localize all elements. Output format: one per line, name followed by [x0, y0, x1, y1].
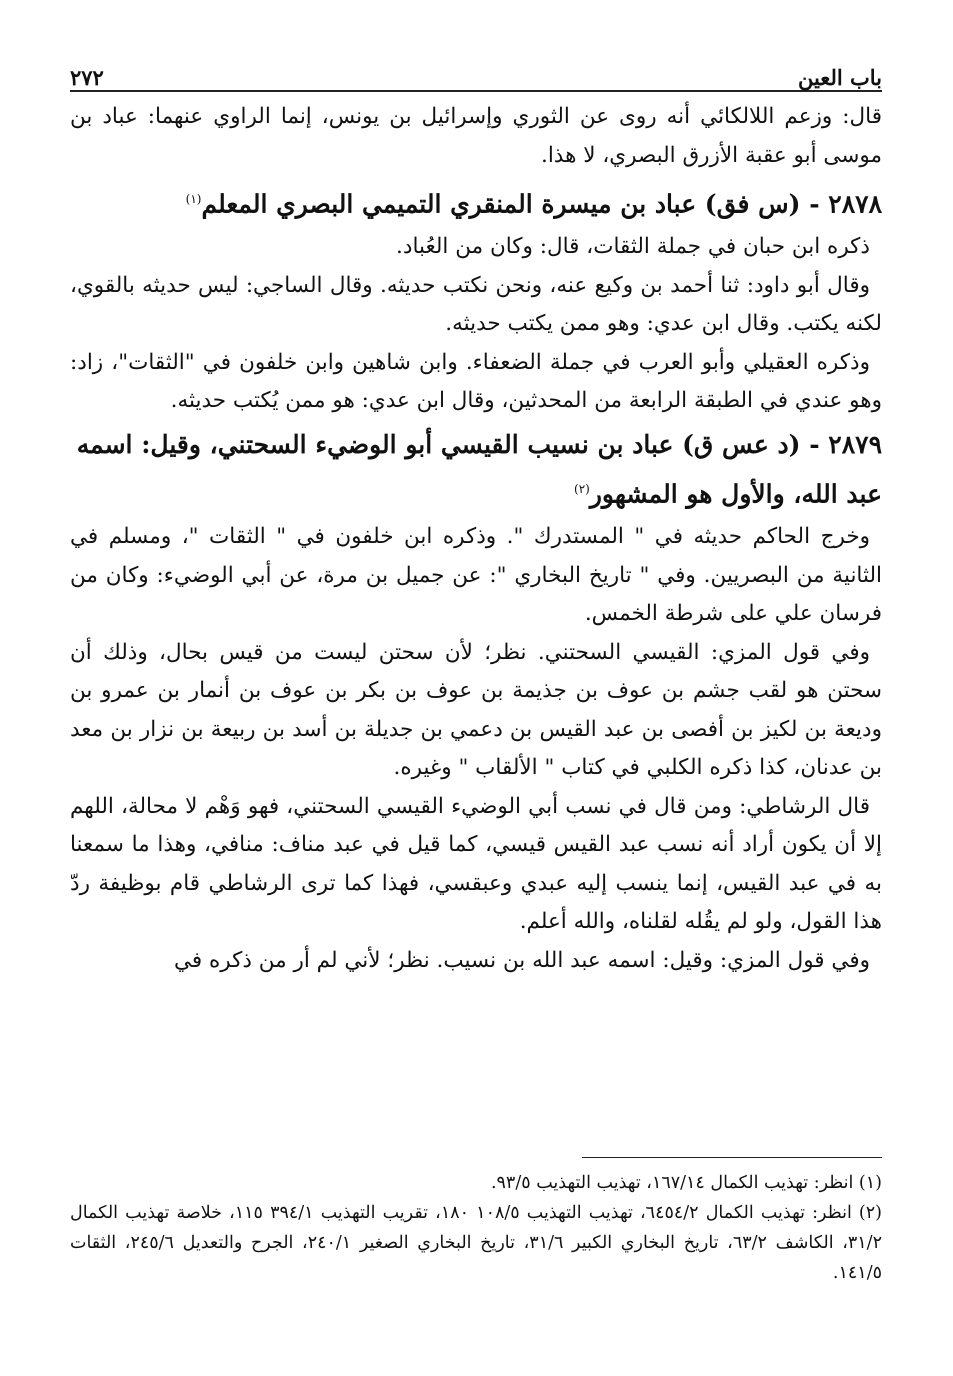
- page-number: ٢٧٢: [70, 65, 104, 90]
- chapter-title: باب العين: [797, 65, 882, 90]
- paragraph: وذكره العقيلي وأبو العرب في جملة الضعفاء. وابن شاهين وابن خلفون في "الثقات"، زاد: وهو عندي في الطبقة الرابعة من المحدثين، وقال ابن عدي: هو ممن يُكتب حديثه.: [70, 349, 882, 414]
- footnotes: [70, 1157, 882, 1288]
- entry-heading-text: ٢٨٧٩ - (د عس ق) عباد بن نسيب القيسي أبو الوضيء السحتني، وقيل: اسمه عبد الله، والأول هو المشهور: [76, 429, 882, 509]
- footnote-marker: (٢): [574, 481, 590, 496]
- paragraph: وفي قول المزي: وقيل: اسمه عبد الله بن نسيب. نظر؛ لأني لم أر من ذكره في: [173, 947, 870, 973]
- footnote-marker: (١): [185, 192, 202, 206]
- paragraph: ذكره ابن حبان في جملة الثقات، قال: وكان من العُباد.: [396, 234, 870, 260]
- paragraph: قال: وزعم اللالكائي أنه روى عن الثوري وإسرائيل بن يونس، إنما الراوي عنهما: عباد بن موسى أبو عقبة الأزرق البصري، لا هذا.: [70, 104, 882, 168]
- footnote: (٢) انظر: تهذيب الكمال ٦٤٥٤/٢، تهذيب التهذيب ١٠٨/٥ ١٨٠، تقريب التهذيب ٣٩٤/١ ١١٥، خلاصة تهذيب الكمال ٣١/٢، الكاشف ٦٣/٢، تاريخ البخاري الكبير ٣١/٦، تاريخ البخاري الصغير ٢٤٠/١، الجرح والتعديل ٢٤٥/٦، الثقات ١٤١/٥.: [70, 1203, 882, 1283]
- paragraph: وفي قول المزي: القيسي السحتني. نظر؛ لأن سحتن ليست من قيس بحال، وذلك أن سحتن هو لقب جشم بن عوف بن جذيمة بن عوف بن بكر بن عوف بن أنمار بن عمرو بن وديعة بن لكيز بن أفصى بن عبد القيس بن دعمي بن جديلة بن أسد بن ربيعة بن نزار بن معد بن عدنان، كذا ذكره الكلبي في كتاب " الألقاب " وغيره.: [70, 639, 882, 781]
- main-text: [70, 98, 882, 980]
- running-header: [70, 52, 882, 92]
- entry-heading: [70, 177, 882, 226]
- paragraph: قال الرشاطي: ومن قال في نسب أبي الوضيء القيسي السحتني، فهو وَهْم لا محالة، اللهم إلا أن يكون أراد أنه نسب عبد القيس قيسي، كما قيل في عبد مناف: منافي، وهذا ما سمعنا به في عبد القيس، إنما ينسب إليه عبدي وعبقسي، فهذا كما ترى الرشاطي قام بوظيفة ردّ هذا القول، ولو لم يقُله لقلناه، والله أعلم.: [70, 793, 882, 935]
- footnote: (١) انظر: تهذيب الكمال ١٦٧/١٤، تهذيب التهذيب ٩٣/٥.: [490, 1173, 882, 1193]
- footnote-separator: [582, 1157, 882, 1158]
- page: [70, 52, 882, 980]
- paragraph: وقال أبو داود: ثنا أحمد بن وكيع عنه، ونحن نكتب حديثه. وقال الساجي: ليس حديثه بالقوي، لكنه يكتب. وقال ابن عدي: وهو ممن يكتب حديثه.: [70, 272, 882, 337]
- entry-heading-text: ٢٨٧٨ - (س فق) عباد بن ميسرة المنقري التميمي البصري المعلم: [201, 189, 882, 219]
- paragraph: وخرج الحاكم حديثه في " المستدرك ". وذكره ابن خلفون في " الثقات "، ومسلم في الثانية من البصريين. وفي " تاريخ البخاري ": عن جميل بن مرة، عن أبي الوضيء: وكان من فرسان علي على شرطة الخمس.: [70, 524, 882, 627]
- entry-heading: [70, 423, 882, 516]
